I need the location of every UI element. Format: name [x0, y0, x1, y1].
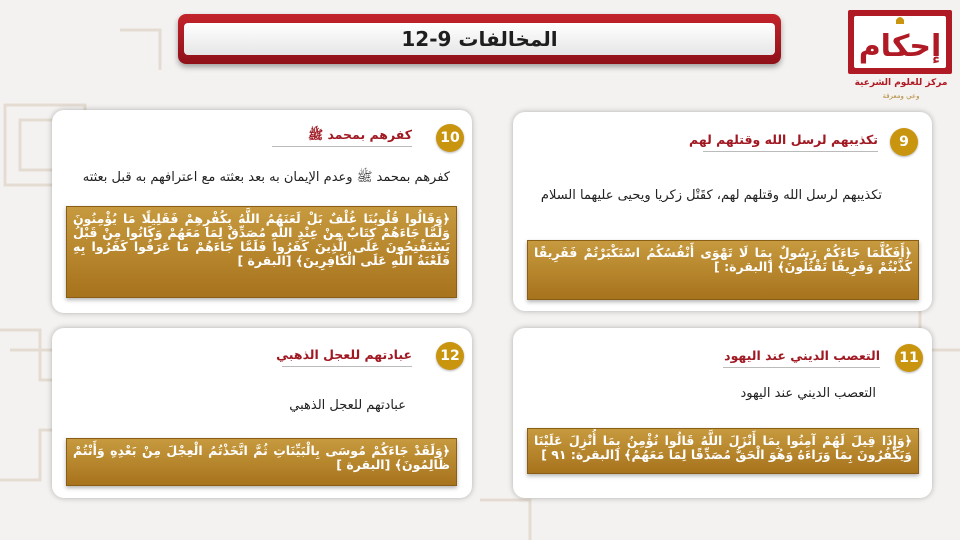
verse-box: ﴿وَلَقَدْ جَاءَكُمْ مُوسَى بِالْبَيِّنَاتِ ثُمَّ اتَّخَذْتُمُ الْعِجْلَ مِنْ بَعْدِهِ وَأَنْتُمْ ظَالِمُونَ﴾ [البقرة ]	[66, 438, 457, 486]
page-title: المخالفات 9-12	[184, 23, 775, 55]
card-11	[513, 328, 932, 498]
card-title: تكذيبهم لرسل الله وقتلهم لهم	[689, 132, 878, 147]
card-10	[52, 110, 472, 313]
logo-tagline: وعي ومعرفة	[882, 92, 920, 100]
card-title: التعصب الديني عند اليهود	[724, 348, 880, 363]
logo-subtitle: مركز للعلوم الشرعية	[854, 78, 948, 88]
verse-box: ﴿وَقَالُوا قُلُوبُنَا غُلْفٌ بَلْ لَعَنَهُمُ اللَّهُ بِكُفْرِهِمْ فَقَلِيلًا مَا يُؤْمِنُونَ وَلَمَّا جَاءَهُمْ كِتَابٌ مِنْ عِنْدِ اللَّهِ مُصَدِّقٌ لِمَا مَعَهُمْ وَكَانُوا مِنْ قَبْلُ يَسْتَفْتِحُونَ عَلَى الَّذِينَ كَفَرُوا فَلَمَّا جَاءَهُمْ مَا عَرَفُوا كَفَرُوا بِهِ فَلَعْنَةُ اللَّهِ عَلَى الْكَافِرِينَ﴾ [البقرة ]	[66, 206, 457, 298]
card-description: التعصب الديني عند اليهود	[740, 386, 876, 401]
title-banner	[178, 14, 781, 64]
title-divider	[282, 366, 412, 367]
card-title: عبادتهم للعجل الذهبي	[276, 347, 412, 362]
card-title: كفرهم بمحمد ﷺ	[308, 127, 412, 142]
card-number-badge: 9	[890, 128, 918, 156]
logo-mark	[848, 10, 952, 74]
card-description: كفرهم بمحمد ﷺ وعدم الإيمان به بعد بعثته مع اعترافهم به قبل بعثته	[82, 170, 450, 185]
title-divider	[723, 367, 880, 368]
card-9	[513, 112, 932, 311]
card-description: تكذيبهم لرسل الله وقتلهم لهم، كقَتْل زكريا ويحيى عليهما السلام	[540, 188, 882, 203]
card-12	[52, 328, 472, 498]
verse-box: ﴿أَفَكُلَّمَا جَاءَكُمْ رَسُولٌ بِمَا لَا تَهْوَى أَنْفُسُكُمُ اسْتَكْبَرْتُمْ فَفَرِيقًا كَذَّبْتُمْ وَفَرِيقًا تَقْتُلُونَ﴾ [البقرة: ]	[527, 240, 919, 300]
verse-box: ﴿وَإِذَا قِيلَ لَهُمْ آمِنُوا بِمَا أَنْزَلَ اللَّهُ قَالُوا نُؤْمِنُ بِمَا أُنْزِلَ عَلَيْنَا وَيَكْفُرُونَ بِمَا وَرَاءَهُ وَهُوَ الْحَقُّ مُصَدِّقًا لِمَا مَعَهُمْ﴾ [البقرة: ٩١ ]	[527, 428, 919, 474]
center-logo	[846, 6, 956, 110]
title-divider	[703, 151, 878, 152]
title-divider	[272, 146, 412, 147]
card-number-badge: 12	[436, 342, 464, 370]
card-number-badge: 10	[436, 124, 464, 152]
card-number-badge: 11	[895, 344, 923, 372]
card-description: عبادتهم للعجل الذهبي	[289, 398, 406, 413]
logo-mark-text: إحكام	[858, 29, 942, 64]
